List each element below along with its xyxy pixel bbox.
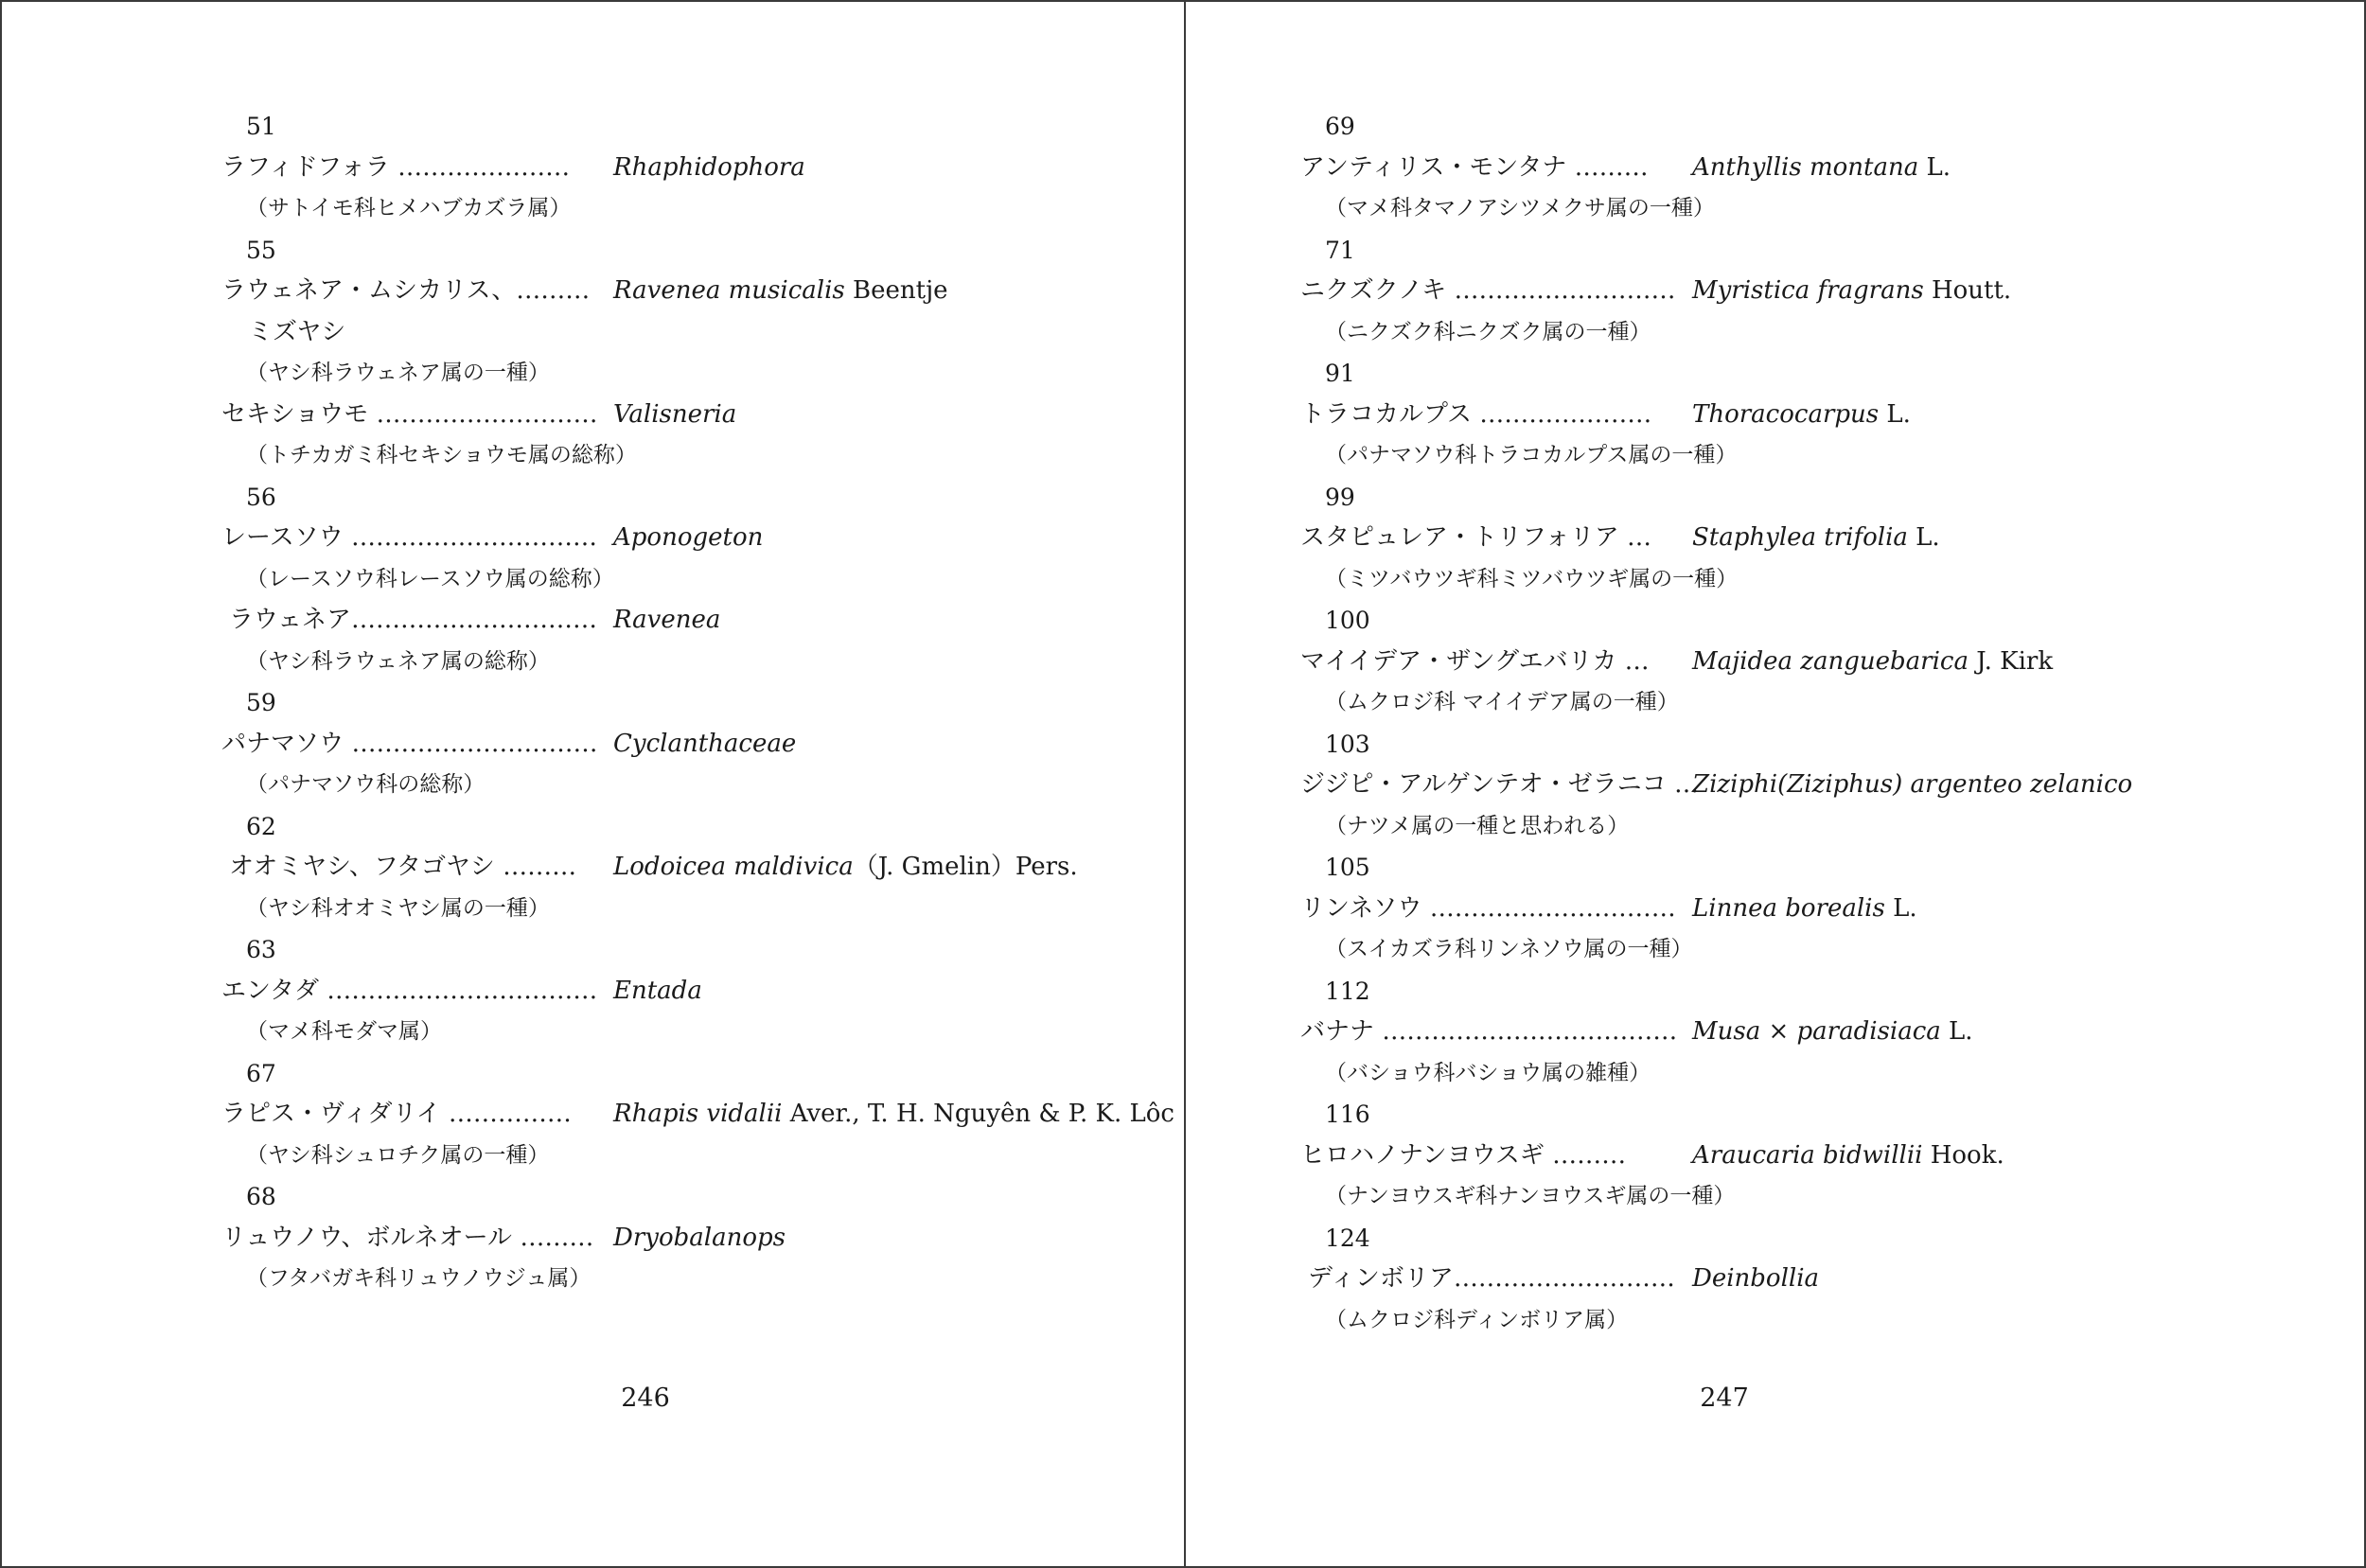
family-note: （レースソウ科レースソウ属の総称） xyxy=(246,566,614,591)
page-reference: 67 xyxy=(246,1059,276,1087)
japanese-name: セキショウモ ……………………… xyxy=(221,399,598,429)
left-page-content xyxy=(221,106,1357,1300)
latin-binomial: Deinbollia xyxy=(1692,1264,1820,1293)
scientific-name xyxy=(1692,1259,1819,1300)
family-note: （ナツメ属の一種と思われる） xyxy=(1325,813,1630,838)
page-reference: 103 xyxy=(1325,730,1370,758)
scientific-name xyxy=(613,148,805,189)
latin-binomial: Cyclanthaceae xyxy=(613,729,797,758)
author-citation: L. xyxy=(1940,1017,1973,1046)
latin-binomial: Musa × paradisiaca xyxy=(1692,1017,1941,1046)
latin-binomial: Thoracocarpus xyxy=(1692,399,1880,429)
latin-binomial: Aponogeton xyxy=(613,523,764,552)
author-citation: L. xyxy=(1879,399,1911,429)
family-note: （トチカガミ科セキショウモ属の総称） xyxy=(246,443,637,467)
japanese-name: マイイデア・ザングエバリカ … xyxy=(1300,646,1650,676)
latin-binomial: Lodoicea maldivica xyxy=(613,853,854,881)
page-reference: 112 xyxy=(1325,977,1370,1005)
family-note: （サトイモ科ヒメハブカズラ属） xyxy=(246,196,572,220)
japanese-name: アンティリス・モンタナ ……… xyxy=(1300,152,1649,182)
author-citation: Beentje xyxy=(844,276,948,305)
japanese-name: トラコカルプス ………………… xyxy=(1300,399,1652,429)
page-reference: 124 xyxy=(1325,1224,1370,1252)
page-reference: 55 xyxy=(246,236,276,264)
scientific-name xyxy=(1692,395,1911,436)
japanese-name: レースソウ ………………………… xyxy=(221,523,597,552)
index-entry xyxy=(221,148,1357,189)
page-reference: 51 xyxy=(246,113,276,140)
index-entry xyxy=(1300,518,2366,559)
latin-binomial: Staphylea trifolia xyxy=(1692,523,1908,552)
japanese-name: スタピュレア・トリフォリア … xyxy=(1300,523,1651,552)
japanese-name: ヒロハノナンヨウスギ ……… xyxy=(1300,1140,1627,1170)
family-note: （ミツバウツギ科ミツバウツギ属の一種） xyxy=(1325,566,1739,591)
index-entry xyxy=(1300,395,2366,436)
latin-binomial: Valisneria xyxy=(613,399,737,429)
scientific-name xyxy=(1692,1136,2004,1177)
latin-binomial: Araucaria bidwillii xyxy=(1692,1140,1923,1170)
scientific-name xyxy=(613,518,763,559)
page-reference: 63 xyxy=(246,936,276,963)
latin-binomial: Dryobalanops xyxy=(613,1223,786,1252)
author-citation: L. xyxy=(1918,152,1951,182)
index-entry xyxy=(221,1218,1357,1260)
entry-continuation xyxy=(221,312,1357,354)
family-note: （パナマソウ科トラコカルプス属の一種） xyxy=(1325,443,1738,467)
page-reference: 71 xyxy=(1325,236,1355,264)
japanese-name: ディンボリア……………………… xyxy=(1308,1264,1675,1293)
japanese-name: ラウェネア………………………… xyxy=(229,606,597,634)
family-note: （パナマソウ科の総称） xyxy=(246,772,486,797)
author-citation: Houtt. xyxy=(1923,276,2012,305)
index-entry xyxy=(221,518,1357,559)
family-note: （フタバガキ科リュウノウジュ属） xyxy=(246,1266,592,1291)
scientific-name xyxy=(613,847,1078,889)
scientific-name xyxy=(1692,1012,1973,1053)
scientific-name xyxy=(1692,271,2011,312)
page-reference: 99 xyxy=(1325,483,1355,511)
page-reference: 69 xyxy=(1325,113,1355,140)
author-citation: L. xyxy=(1907,523,1940,552)
japanese-name: オオミヤシ、フタゴヤシ ……… xyxy=(229,853,577,881)
page-number-right: 247 xyxy=(1700,1383,1749,1413)
author-citation: （J. Gmelin）Pers. xyxy=(853,853,1078,881)
latin-binomial: Rhapis vidalii xyxy=(613,1100,783,1128)
index-entry xyxy=(221,971,1357,1013)
japanese-name: パナマソウ ………………………… xyxy=(221,729,598,758)
scientific-name xyxy=(613,1094,1174,1136)
latin-binomial: Myristica fragrans xyxy=(1692,276,1924,305)
family-note: （ヤシ科ラウェネア属の一種） xyxy=(246,361,550,385)
family-note: （ニクズク科ニクズク属の一種） xyxy=(1325,319,1651,344)
family-note: （ムクロジ科 マイイデア属の一種） xyxy=(1325,690,1679,714)
index-entry xyxy=(221,724,1357,766)
scientific-name xyxy=(1692,765,2132,806)
index-entry xyxy=(221,271,1357,312)
family-note: （バショウ科バショウ属の雑種） xyxy=(1325,1060,1651,1085)
japanese-name: リンネソウ ………………………… xyxy=(1300,893,1676,923)
scientific-name xyxy=(613,971,702,1013)
page-reference: 68 xyxy=(246,1183,276,1210)
index-entry xyxy=(1300,889,2366,930)
page-reference: 116 xyxy=(1325,1101,1370,1128)
latin-binomial: Ravenea xyxy=(613,606,721,634)
latin-binomial: Ravenea musicalis xyxy=(613,276,845,305)
page-reference: 91 xyxy=(1325,360,1355,387)
latin-binomial: Entada xyxy=(613,976,702,1005)
japanese-name: ニクズクノキ ……………………… xyxy=(1300,276,1676,305)
page-reference: 59 xyxy=(246,689,276,716)
latin-binomial: Linnea borealis xyxy=(1692,893,1885,923)
japanese-name: エンタダ …………………………… xyxy=(221,976,598,1005)
japanese-name: ラフィドフォラ ………………… xyxy=(221,152,571,182)
page-number-left: 246 xyxy=(621,1383,670,1413)
index-entry xyxy=(221,395,1357,436)
japanese-name: リュウノウ、ボルネオール ……… xyxy=(221,1223,594,1252)
index-entry xyxy=(1300,1136,2366,1177)
scientific-name xyxy=(613,724,796,766)
family-note: （ヤシ科シュロチク属の一種） xyxy=(246,1142,550,1168)
author-citation: Hook. xyxy=(1922,1140,2004,1170)
scientific-name xyxy=(613,600,720,642)
index-entry xyxy=(221,1094,1357,1136)
index-entry xyxy=(1300,642,2366,683)
author-citation: L. xyxy=(1884,893,1917,923)
author-citation: J. Kirk xyxy=(1968,646,2054,676)
scientific-name xyxy=(1692,148,1951,189)
family-note: （ナンヨウスギ科ナンヨウスギ属の一種） xyxy=(1325,1184,1736,1208)
index-entry xyxy=(1300,271,2366,312)
japanese-name: ラピス・ヴィダリイ …………… xyxy=(221,1100,572,1128)
right-page-content xyxy=(1300,106,2366,1341)
japanese-name: ラウェネア・ムシカリス、……… xyxy=(221,276,591,305)
scientific-name xyxy=(613,1218,786,1260)
author-citation: Aver., T. H. Nguyên & P. K. Lôc xyxy=(782,1100,1174,1128)
family-note: （ヤシ科ラウェネア属の総称） xyxy=(246,648,550,674)
page-reference: 62 xyxy=(246,812,276,840)
family-note: （スイカズラ科リンネソウ属の一種） xyxy=(1325,937,1693,961)
latin-binomial: Majidea zanguebarica xyxy=(1692,646,1969,676)
japanese-name: ジジピ・アルゲンテオ・ゼラニコ … xyxy=(1300,770,1700,799)
index-entry xyxy=(221,847,1357,889)
scientific-name xyxy=(613,271,948,312)
scientific-name xyxy=(1692,889,1917,930)
index-entry xyxy=(1300,1259,2366,1300)
scientific-name xyxy=(1692,642,2053,683)
latin-binomial: Ziziphi(Ziziphus) argenteo zelanico xyxy=(1692,770,2133,799)
page-reference: 56 xyxy=(246,483,276,511)
family-note: （マメ科タマノアシツメクサ属の一種） xyxy=(1325,196,1715,220)
index-entry xyxy=(221,600,1357,642)
latin-binomial: Anthyllis montana xyxy=(1692,152,1919,182)
family-note: （ヤシ科オオミヤシ属の一種） xyxy=(246,895,550,921)
index-entry xyxy=(1300,765,2366,806)
family-note: （ムクロジ科ディンボリア属） xyxy=(1325,1307,1629,1332)
page-reference: 105 xyxy=(1325,854,1370,881)
index-entry xyxy=(1300,1012,2366,1053)
latin-binomial: Rhaphidophora xyxy=(613,152,805,182)
family-note: （マメ科モダマ属） xyxy=(246,1019,442,1044)
scientific-name xyxy=(613,395,736,436)
japanese-name-cont: ミズヤシ xyxy=(248,317,346,346)
scientific-name xyxy=(1692,518,1940,559)
index-entry xyxy=(1300,148,2366,189)
page-reference: 100 xyxy=(1325,607,1370,634)
japanese-name: バナナ ……………………………… xyxy=(1300,1017,1678,1046)
